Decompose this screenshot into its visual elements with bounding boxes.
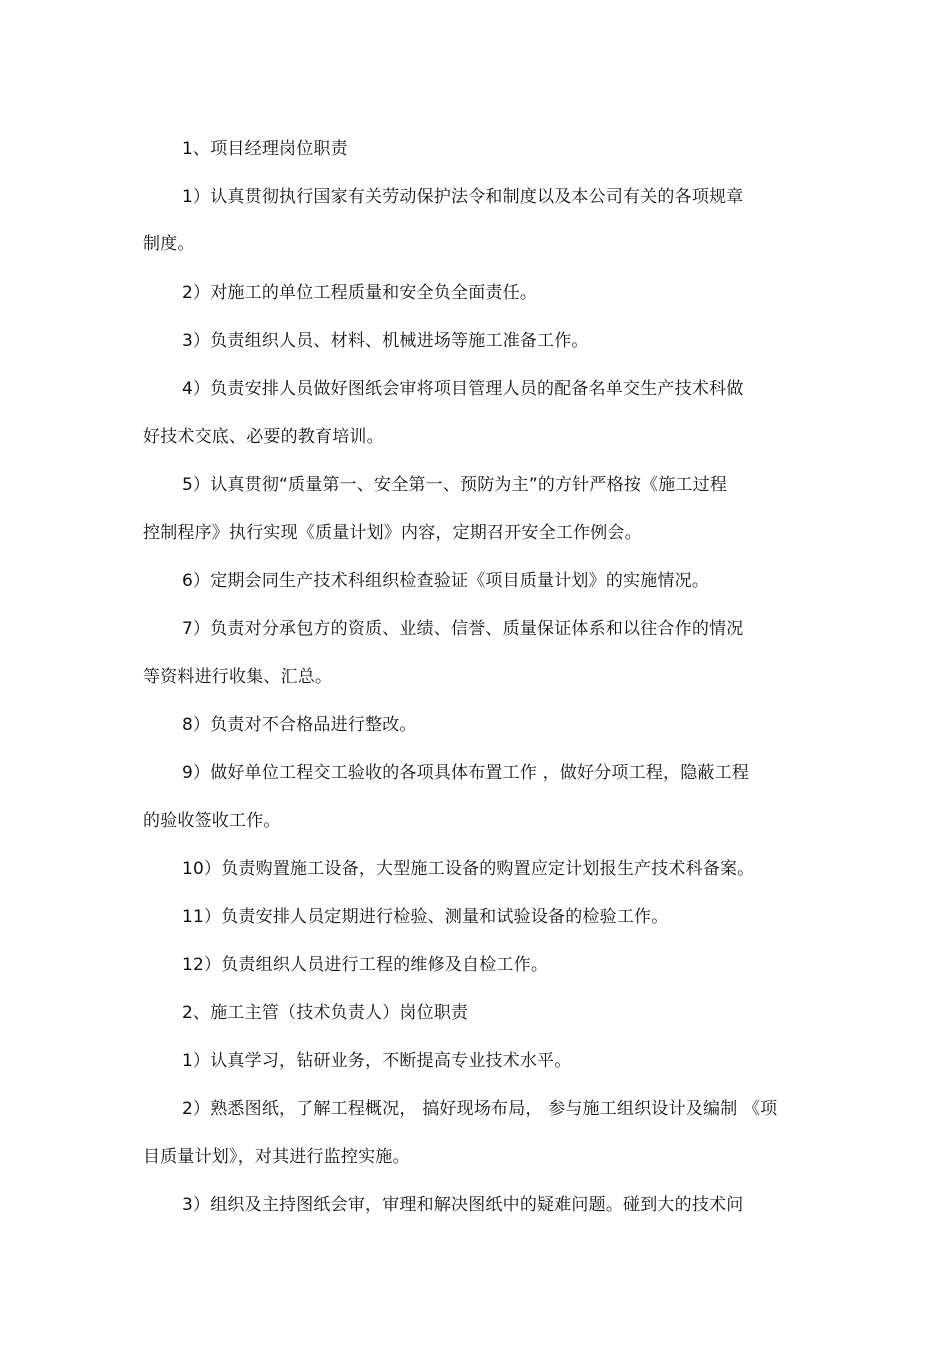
paragraph-line: 2）熟悉图纸，了解工程概况， 搞好现场布局， 参与施工组织设计及编制 《项 — [182, 1099, 778, 1119]
paragraph-line: 等资料进行收集、汇总。 — [143, 667, 333, 687]
paragraph-line: 4）负责安排人员做好图纸会审将项目管理人员的配备名单交生产技术科做 — [182, 379, 744, 399]
paragraph-line: 9）做好单位工程交工验收的各项具体布置工作 ，做好分项工程，隐蔽工程 — [182, 763, 750, 783]
paragraph-line: 10）负责购置施工设备，大型施工设备的购置应定计划报生产技术科备案。 — [182, 859, 755, 879]
paragraph-line: 的验收签收工作。 — [143, 811, 281, 831]
paragraph-line: 2）对施工的单位工程质量和安全负全面责任。 — [182, 283, 538, 303]
paragraph-line: 1）认真学习，钻研业务，不断提高专业技术水平。 — [182, 1051, 572, 1071]
paragraph-line: 8）负责对不合格品进行整改。 — [182, 715, 417, 735]
paragraph-line: 3）负责组织人员、材料、机械进场等施工准备工作。 — [182, 331, 589, 351]
paragraph-line: 11）负责安排人员定期进行检验、测量和试验设备的检验工作。 — [182, 907, 669, 927]
paragraph-line: 6）定期会同生产技术科组织检查验证《项目质量计划》的实施情况。 — [182, 571, 710, 591]
paragraph-line: 目质量计划》，对其进行监控实施。 — [143, 1147, 410, 1167]
paragraph-line: 5）认真贯彻“质量第一、安全第一、预防为主”的方针严格按《施工过程 — [182, 475, 728, 495]
paragraph-line: 7）负责对分承包方的资质、业绩、信誉、质量保证体系和以往合作的情况 — [182, 619, 744, 639]
section-heading: 2、施工主管（技术负责人）岗位职责 — [182, 1003, 469, 1023]
paragraph-line: 控制程序》执行实现《质量计划》内容，定期召开安全工作例会。 — [143, 523, 642, 543]
paragraph-line: 制度。 — [143, 234, 195, 254]
paragraph-line: 1）认真贯彻执行国家有关劳动保护法令和制度以及本公司有关的各项规章 — [182, 187, 744, 207]
paragraph-line: 好技术交底、必要的教育培训。 — [143, 427, 384, 447]
paragraph-line: 12）负责组织人员进行工程的维修及自检工作。 — [182, 955, 549, 975]
section-heading: 1、项目经理岗位职责 — [182, 139, 348, 159]
paragraph-line: 3）组织及主持图纸会审，审理和解决图纸中的疑难问题。碰到大的技术问 — [182, 1195, 744, 1215]
